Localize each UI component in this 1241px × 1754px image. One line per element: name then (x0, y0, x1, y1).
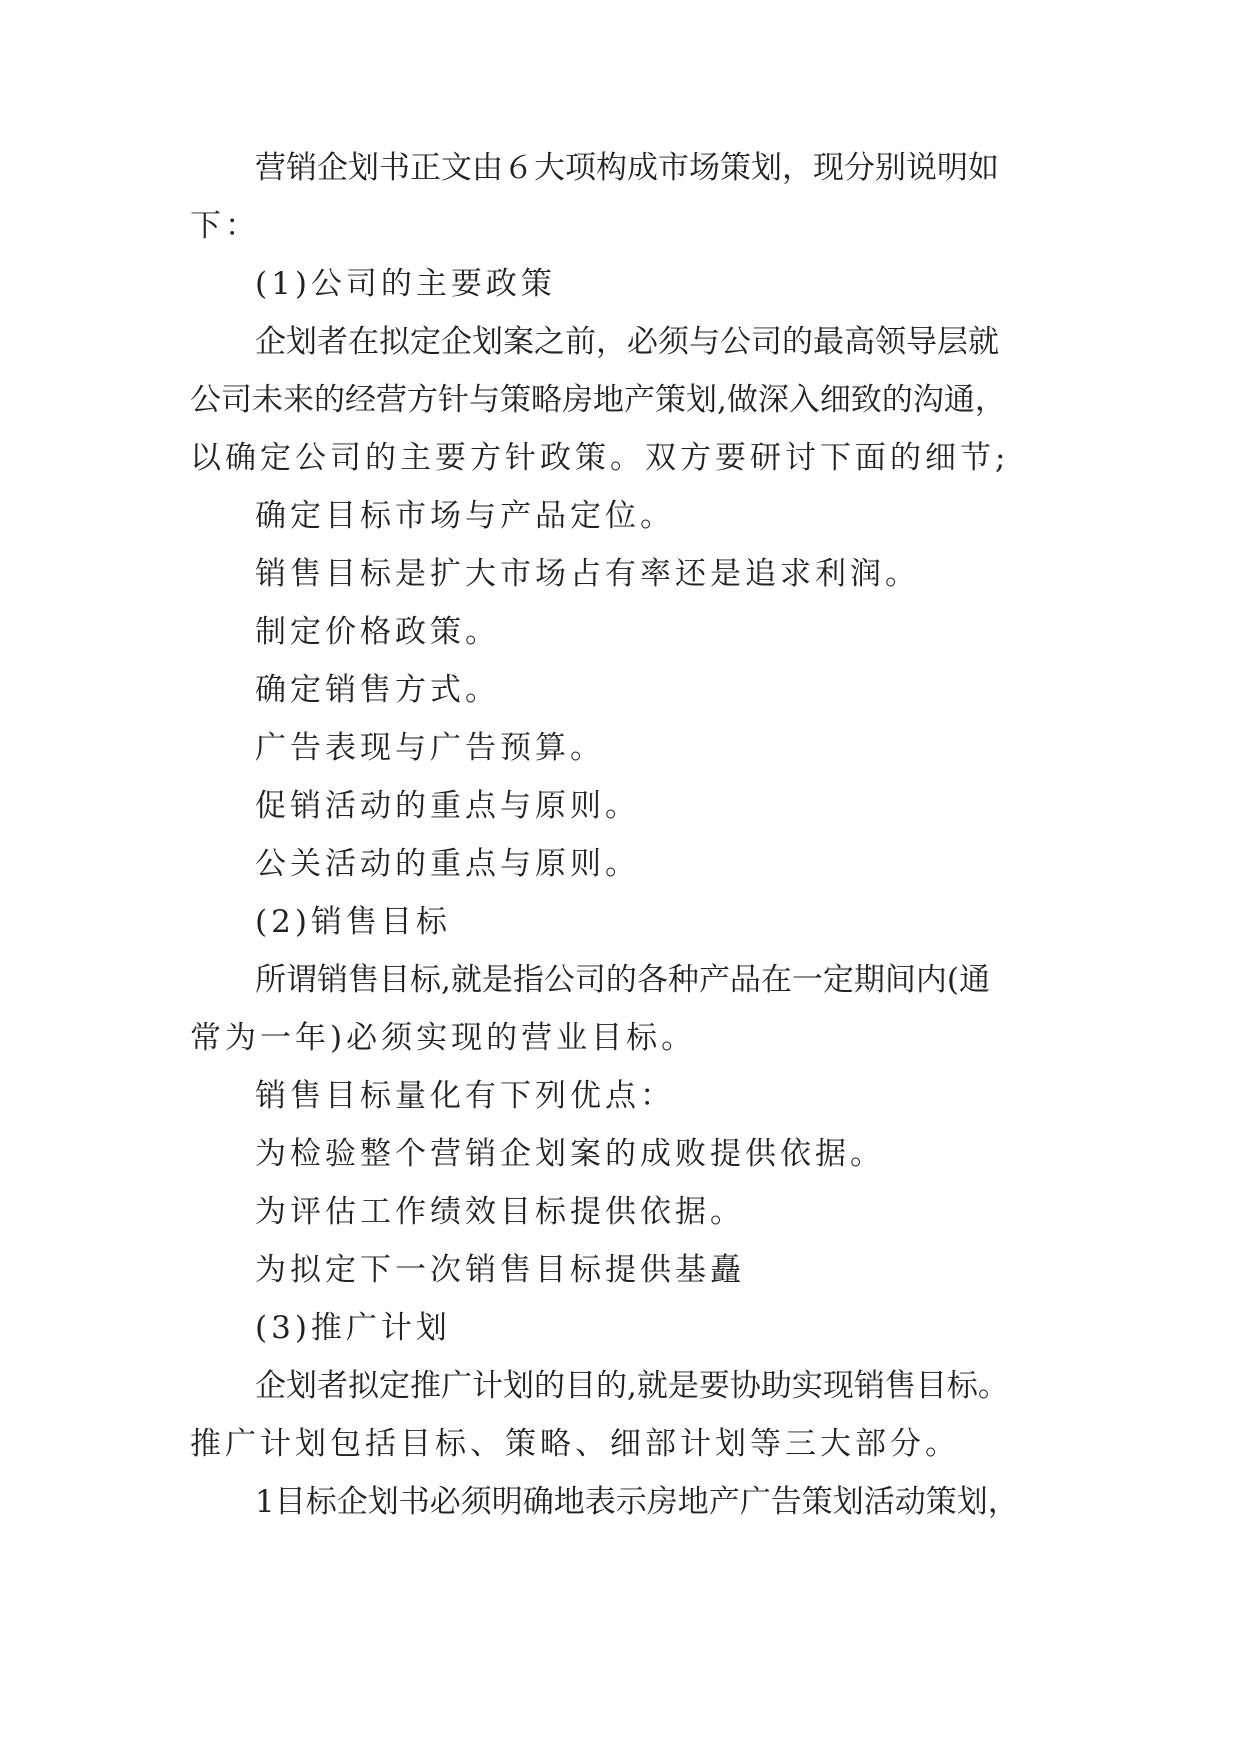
paragraph-line: 公司未来的经营方针与策略房地产策划,做深入细致的沟通， (190, 382, 1006, 418)
list-item: 销售目标量化有下列优点： (255, 1078, 675, 1114)
paragraph-line: 营销企划书正文由６大项构成市场策划，现分别说明如 (255, 150, 999, 186)
list-item: 为拟定下一次销售目标提供基矗 (255, 1252, 745, 1288)
list-item: 促销活动的重点与原则。 (255, 788, 640, 824)
list-item: 公关活动的重点与原则。 (255, 846, 640, 882)
list-item: 为评估工作绩效目标提供依据。 (255, 1194, 745, 1230)
list-item: 确定销售方式。 (255, 672, 500, 708)
paragraph-line: 推广计划包括目标、策略、细部计划等三大部分。 (190, 1426, 960, 1462)
paragraph-line: 下： (190, 208, 260, 244)
paragraph-line: 常为一年)必须实现的营业目标。 (190, 1020, 697, 1056)
paragraph-line: 企划者在拟定企划案之前，必须与公司的最高领导层就 (255, 324, 999, 360)
section-heading-text: (2)销售目标 (255, 904, 451, 940)
paragraph-line: 所谓销售目标,就是指公司的各种产品在一定期间内(通 (255, 962, 990, 998)
list-item: 销售目标是扩大市场占有率还是追求利润。 (255, 556, 920, 592)
paragraph-line: 企划者拟定推广计划的目的,就是要协助实现销售目标。 (255, 1368, 1009, 1404)
paragraph-line: 以确定公司的主要方针政策。双方要研讨下面的细节; (190, 440, 1010, 476)
list-item: 为检验整个营销企划案的成败提供依据。 (255, 1136, 885, 1172)
list-item: 确定目标市场与产品定位。 (255, 498, 675, 534)
section-heading-text: (1)公司的主要政策 (255, 266, 556, 302)
list-item: 制定价格政策。 (255, 614, 500, 650)
list-item: 广告表现与广告预算。 (255, 730, 605, 766)
section-heading-text: (3)推广计划 (255, 1310, 451, 1346)
paragraph-line: 1目标企划书必须明确地表示房地产广告策划活动策划， (255, 1484, 1019, 1520)
